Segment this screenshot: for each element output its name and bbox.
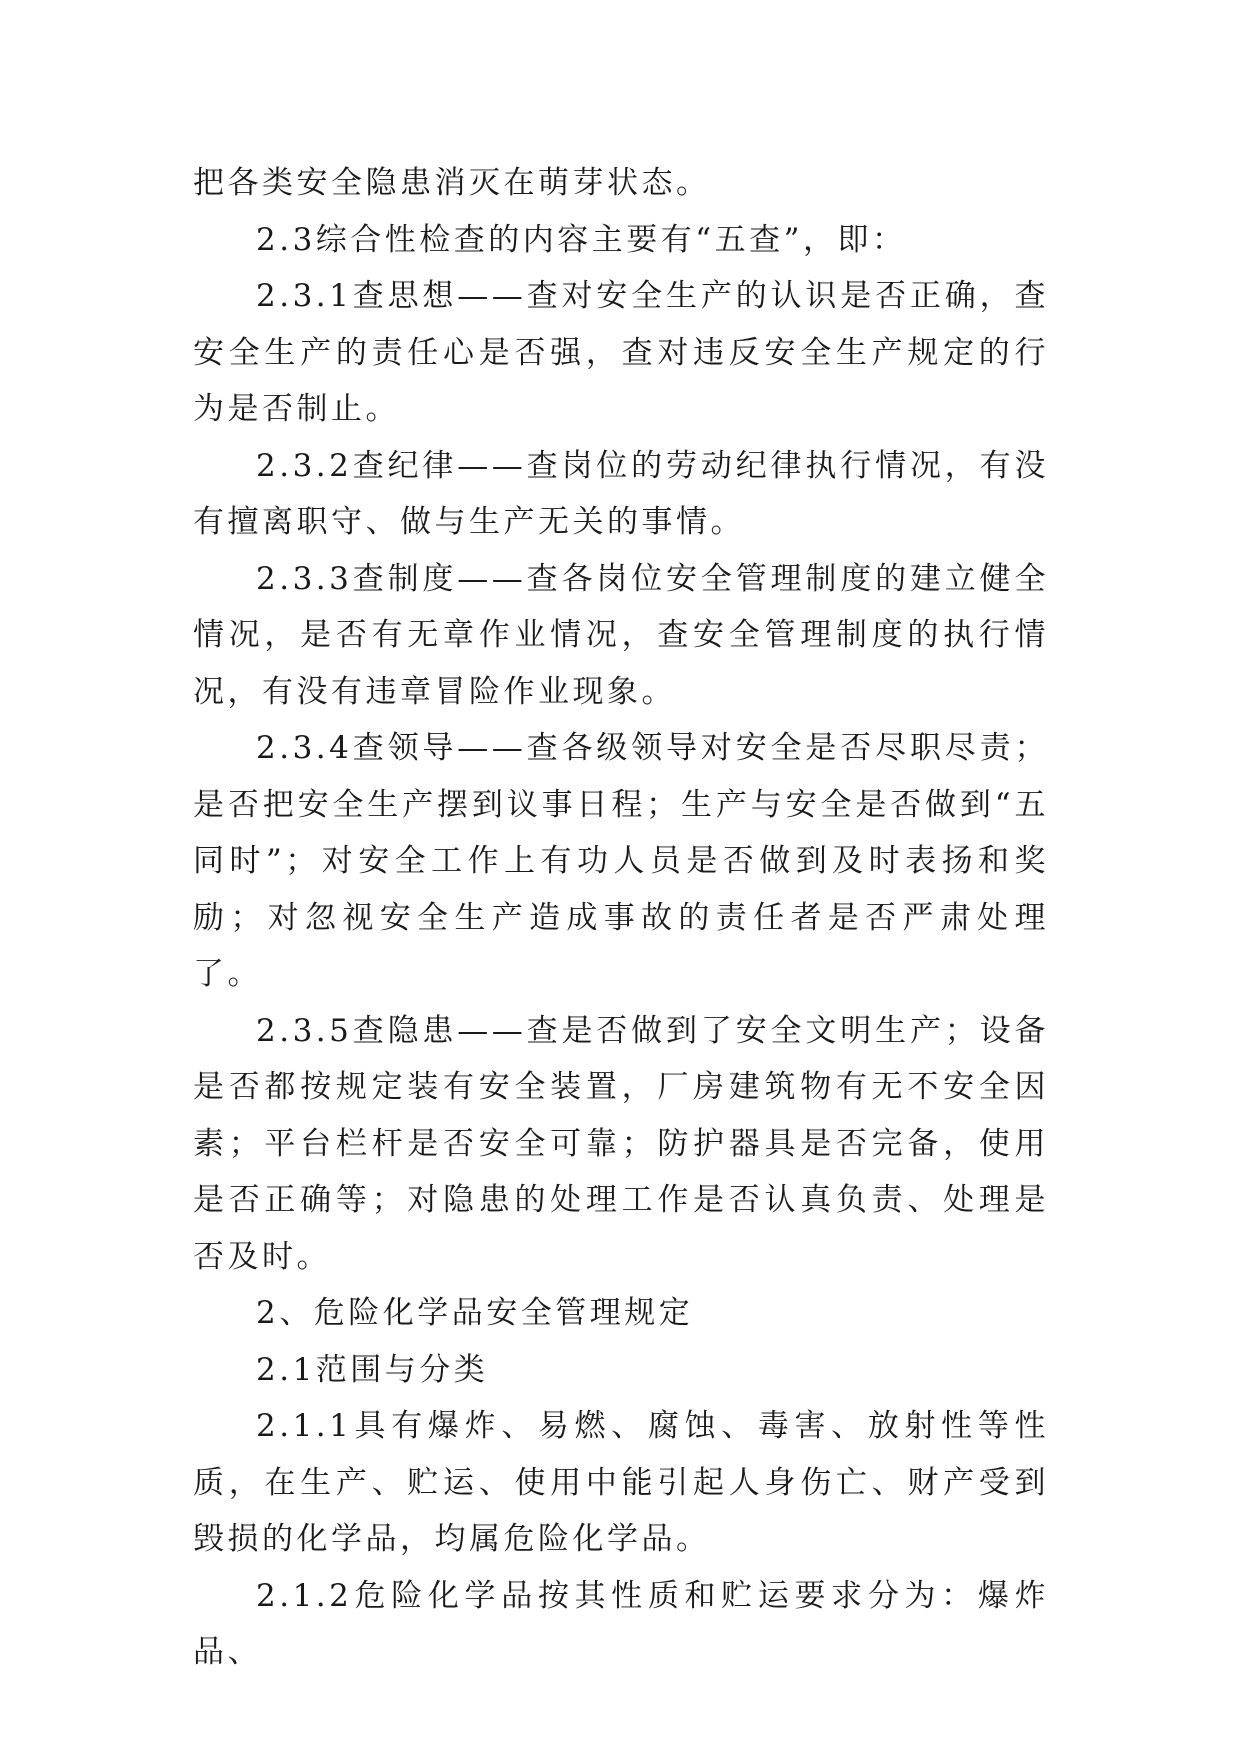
document-body	[193, 155, 1049, 1681]
subsection-heading: 2.1范围与分类	[256, 1351, 489, 1388]
section-heading: 2、危险化学品安全管理规定	[256, 1295, 694, 1331]
paragraph: 2.3.4查领导——查各级领导对安全是否尽职尽责；是否把安全生产摆到议事日程；生产与安全是否做到“五同时”；对安全工作上有功人员是否做到及时表扬和奖励；对忽视安全生产造成事故的责任者是否严肃处理了。	[193, 730, 1049, 992]
paragraph: 2.3.1查思想——查对安全生产的认识是否正确，查安全生产的责任心是否强，查对违反安全生产规定的行为是否制止。	[193, 278, 1049, 427]
paragraph: 2.3综合性检查的内容主要有“五查”，即：	[256, 221, 907, 258]
paragraph: 2.1.2危险化学品按其性质和贮运要求分为：爆炸品、	[193, 1577, 1049, 1670]
paragraph: 2.3.5查隐患——查是否做到了安全文明生产；设备是否都按规定装有安全装置，厂房建筑物有无不安全因素；平台栏杆是否安全可靠；防护器具是否完备，使用是否正确等；对隐患的处理工作是否认真负责、处理是否及时。	[193, 1012, 1049, 1275]
paragraph: 2.1.1具有爆炸、易燃、腐蚀、毒害、放射性等性质，在生产、贮运、使用中能引起人身伤亡、财产受到毁损的化学品，均属危险化学品。	[193, 1408, 1049, 1557]
paragraph: 2.3.2查纪律——查岗位的劳动纪律执行情况，有没有擅离职守、做与生产无关的事情。	[193, 447, 1049, 540]
paragraph: 把各类安全隐患消灭在萌芽状态。	[193, 165, 711, 201]
paragraph: 2.3.3查制度——查各岗位安全管理制度的建立健全情况，是否有无章作业情况，查安全管理制度的执行情况，有没有违章冒险作业现象。	[193, 560, 1049, 710]
